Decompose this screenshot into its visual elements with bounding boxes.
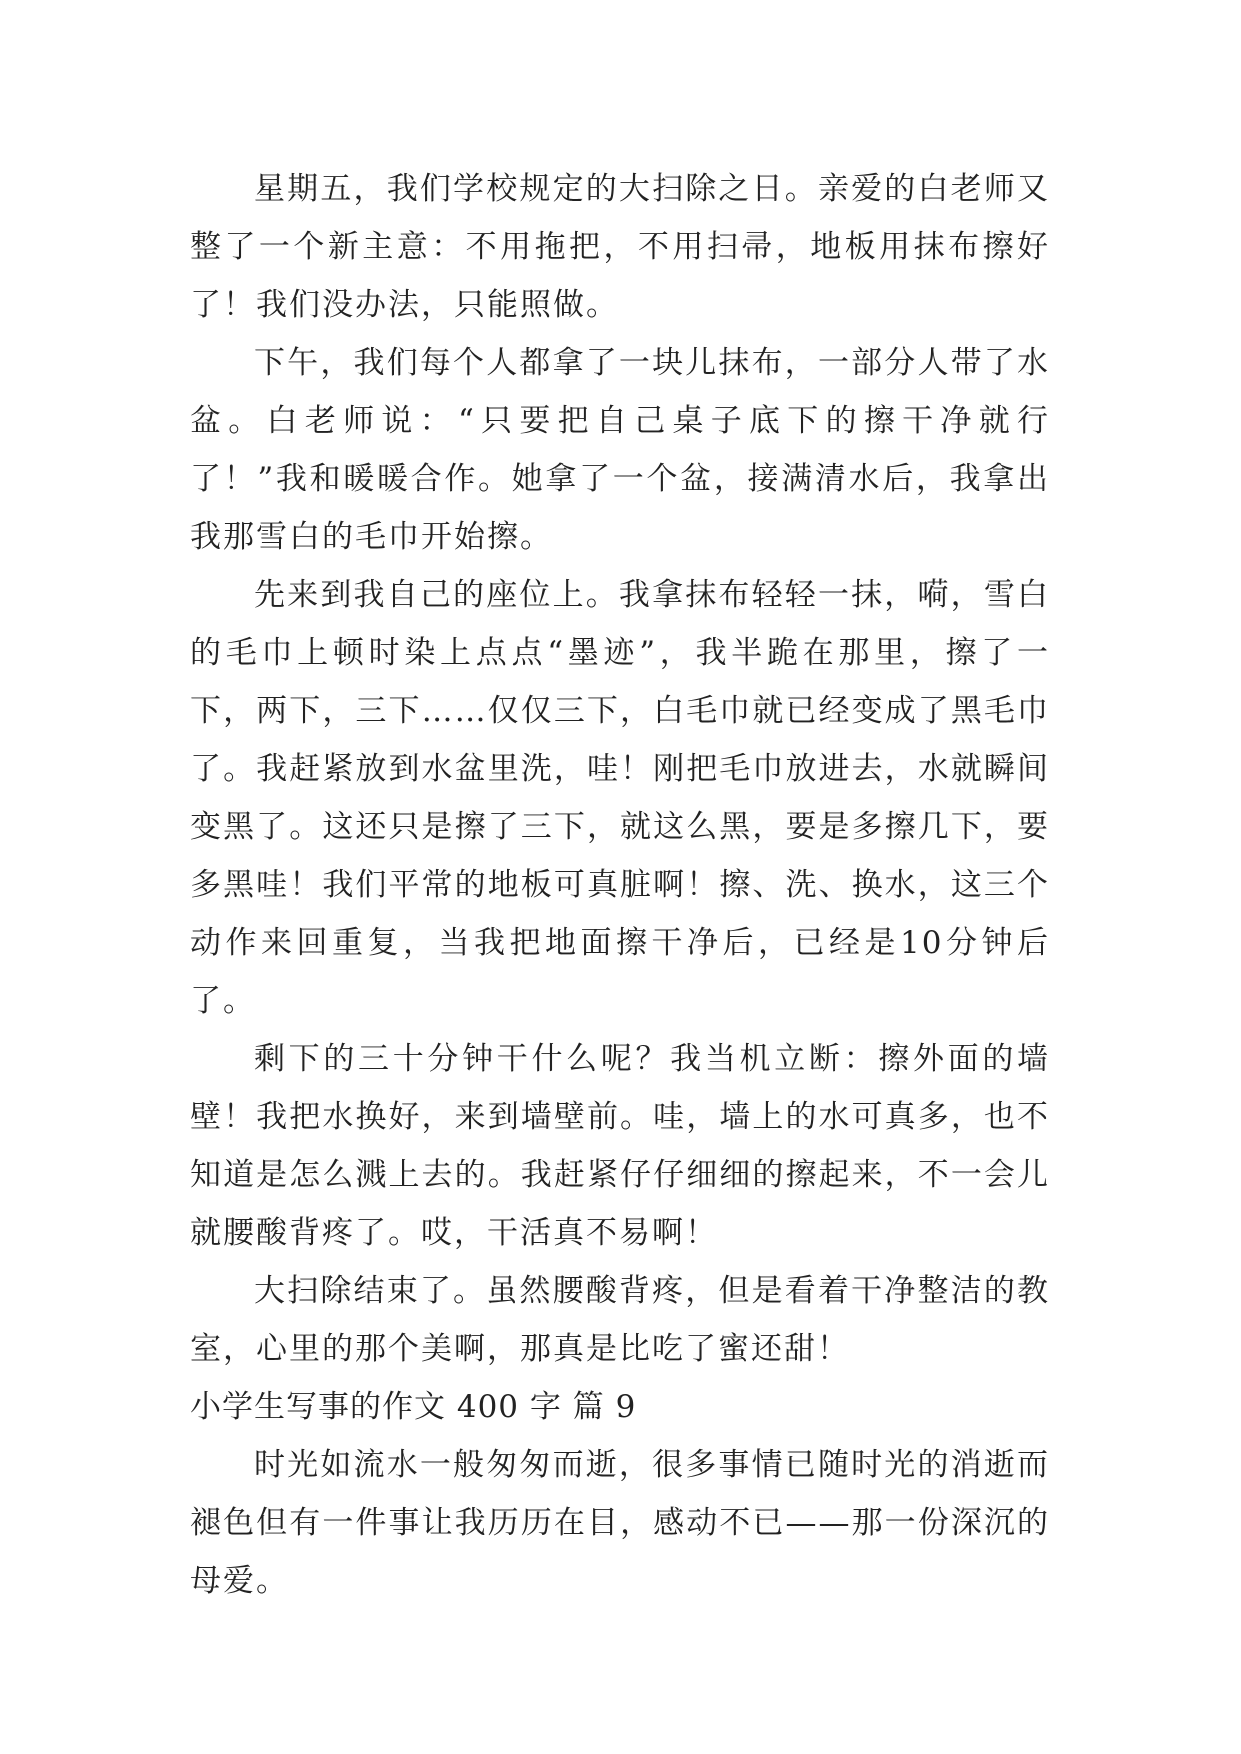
paragraph-6: 时光如流水一般匆匆而逝，很多事情已随时光的消逝而褪色但有一件事让我历历在目，感动不已——那一份深沉的母爱。: [190, 1447, 1050, 1599]
section-heading: 小学生写事的作文 400 字 篇 9: [190, 1389, 637, 1425]
document-body: [190, 160, 1050, 1610]
paragraph-1: 星期五，我们学校规定的大扫除之日。亲爱的白老师又整了一个新主意：不用拖把，不用扫帚，地板用抹布擦好了！我们没办法，只能照做。: [190, 171, 1050, 323]
paragraph-4: 剩下的三十分钟干什么呢？我当机立断：擦外面的墙壁！我把水换好，来到墙壁前。哇，墙上的水可真多，也不知道是怎么溅上去的。我赶紧仔仔细细的擦起来，不一会儿就腰酸背疼了。哎，干活真不易啊！: [190, 1041, 1050, 1251]
paragraph-5: 大扫除结束了。虽然腰酸背疼，但是看着干净整洁的教室，心里的那个美啊，那真是比吃了蜜还甜！: [190, 1273, 1050, 1367]
paragraph-2: 下午，我们每个人都拿了一块儿抹布，一部分人带了水盆。白老师说：“只要把自己桌子底下的擦干净就行了！”我和暖暖合作。她拿了一个盆，接满清水后，我拿出我那雪白的毛巾开始擦。: [190, 345, 1050, 555]
paragraph-3: 先来到我自己的座位上。我拿抹布轻轻一抹，嗬，雪白的毛巾上顿时染上点点“墨迹”，我半跪在那里，擦了一下，两下，三下……仅仅三下，白毛巾就已经变成了黑毛巾了。我赶紧放到水盆里洗，哇！刚把毛巾放进去，水就瞬间变黑了。这还只是擦了三下，就这么黑，要是多擦几下，要多黑哇！我们平常的地板可真脏啊！擦、洗、换水，这三个动作来回重复，当我把地面擦干净后，已经是10分钟后了。: [190, 577, 1050, 1019]
